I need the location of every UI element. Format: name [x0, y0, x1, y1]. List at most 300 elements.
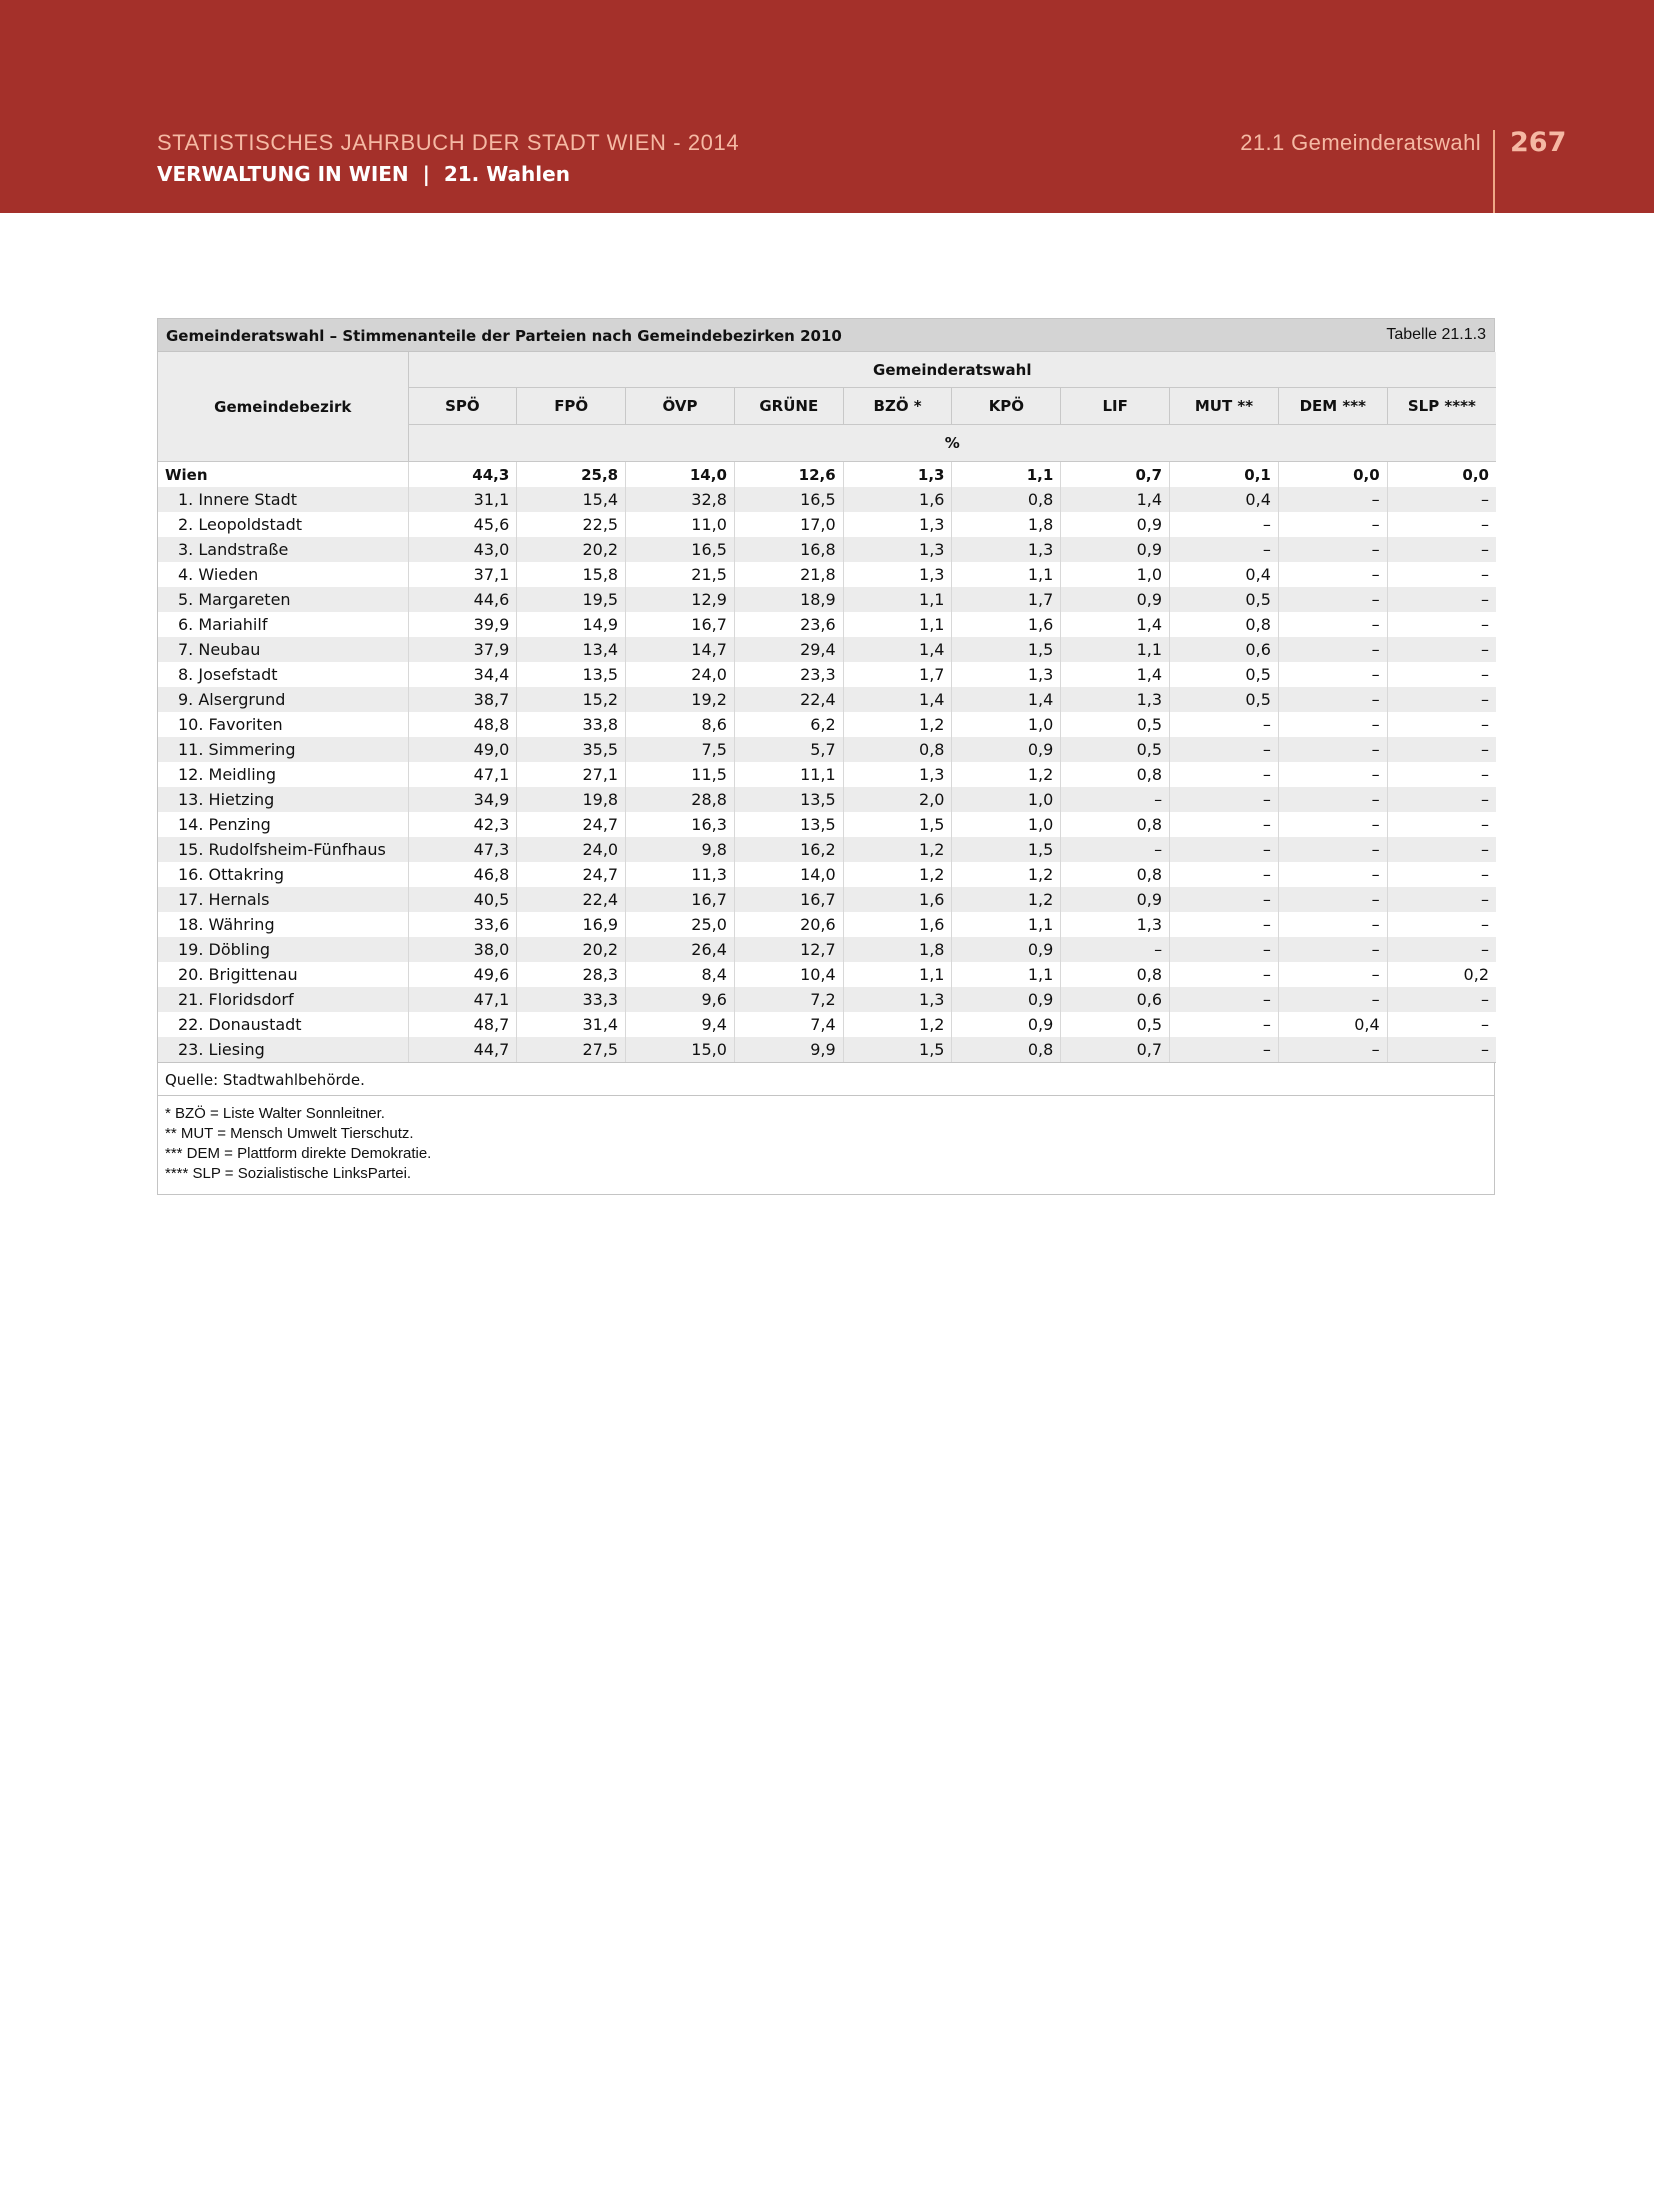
table-cell: –: [1278, 487, 1387, 512]
table-cell: 7,2: [734, 987, 843, 1012]
table-cell: 34,4: [408, 662, 517, 687]
table-id: Tabelle 21.1.3: [1386, 326, 1486, 343]
table-cell: 0,5: [1170, 662, 1279, 687]
table-cell: –: [1278, 912, 1387, 937]
table-cell: 16,3: [626, 812, 735, 837]
table-cell: 7,5: [626, 737, 735, 762]
table-cell: 38,0: [408, 937, 517, 962]
table-cell: –: [1387, 612, 1496, 637]
table-cell: 16,7: [626, 887, 735, 912]
table-cell: 1,3: [843, 562, 952, 587]
table-cell: –: [1387, 662, 1496, 687]
table-cell: –: [1387, 937, 1496, 962]
table-cell: –: [1170, 887, 1279, 912]
table-cell: 42,3: [408, 812, 517, 837]
table-cell: 9,6: [626, 987, 735, 1012]
district-name: 15. Rudolfsheim-Fünfhaus: [158, 837, 408, 862]
table-cell: 47,3: [408, 837, 517, 862]
district-name: 23. Liesing: [158, 1037, 408, 1063]
table-cell: 17,0: [734, 512, 843, 537]
section-title: 21.1 Gemeinderatswahl: [1240, 130, 1481, 155]
table-cell: 16,2: [734, 837, 843, 862]
table-cell: –: [1278, 762, 1387, 787]
table-cell: –: [1061, 937, 1170, 962]
table-cell: 0,1: [1170, 462, 1279, 488]
table-cell: –: [1170, 762, 1279, 787]
header-left: [157, 130, 739, 186]
table-footnotes: [158, 1096, 1494, 1194]
table-cell: –: [1278, 512, 1387, 537]
table-cell: 11,1: [734, 762, 843, 787]
table-cell: –: [1170, 812, 1279, 837]
table-cell: 1,2: [843, 862, 952, 887]
table-cell: –: [1278, 1037, 1387, 1063]
table-cell: 1,1: [843, 612, 952, 637]
table-row: [158, 587, 1496, 612]
table-cell: –: [1278, 712, 1387, 737]
table-cell: 21,8: [734, 562, 843, 587]
table-cell: 16,7: [626, 612, 735, 637]
table-cell: 1,5: [952, 637, 1061, 662]
table-cell: 20,6: [734, 912, 843, 937]
table-cell: 12,9: [626, 587, 735, 612]
table-cell: 22,5: [517, 512, 626, 537]
table-cell: 31,1: [408, 487, 517, 512]
table-cell: –: [1170, 787, 1279, 812]
table-cell: 1,1: [952, 912, 1061, 937]
table-cell: 1,2: [952, 887, 1061, 912]
table-cell: 0,8: [1061, 812, 1170, 837]
table-cell: 0,2: [1387, 962, 1496, 987]
column-header: FPÖ: [517, 388, 626, 425]
table-cell: 1,0: [952, 812, 1061, 837]
table-row: [158, 1037, 1496, 1063]
column-header: MUT **: [1170, 388, 1279, 425]
table-cell: –: [1387, 1037, 1496, 1063]
table-cell: –: [1278, 662, 1387, 687]
district-name: 9. Alsergrund: [158, 687, 408, 712]
district-name: 20. Brigittenau: [158, 962, 408, 987]
table-cell: 47,1: [408, 987, 517, 1012]
table-cell: 1,6: [843, 912, 952, 937]
table-cell: –: [1170, 987, 1279, 1012]
table-cell: 45,6: [408, 512, 517, 537]
table-cell: 1,4: [843, 637, 952, 662]
district-name: 5. Margareten: [158, 587, 408, 612]
table-cell: 0,8: [1170, 612, 1279, 637]
district-name: 17. Hernals: [158, 887, 408, 912]
table-cell: 0,7: [1061, 462, 1170, 488]
table-cell: –: [1278, 862, 1387, 887]
table-cell: –: [1387, 862, 1496, 887]
table-cell: 11,0: [626, 512, 735, 537]
district-name: 14. Penzing: [158, 812, 408, 837]
table-cell: 1,8: [952, 512, 1061, 537]
table-cell: 24,7: [517, 862, 626, 887]
table-cell: 33,6: [408, 912, 517, 937]
table-row: [158, 862, 1496, 887]
table-cell: 0,5: [1061, 712, 1170, 737]
district-name: 18. Währing: [158, 912, 408, 937]
table-cell: 13,5: [734, 787, 843, 812]
table-cell: 0,5: [1170, 587, 1279, 612]
table-cell: –: [1278, 887, 1387, 912]
table-cell: –: [1387, 762, 1496, 787]
table-cell: –: [1170, 937, 1279, 962]
table-cell: 48,7: [408, 1012, 517, 1037]
table-cell: 1,1: [843, 587, 952, 612]
table-cell: 27,1: [517, 762, 626, 787]
table-cell: 44,6: [408, 587, 517, 612]
table-cell: –: [1278, 637, 1387, 662]
table-cell: 12,6: [734, 462, 843, 488]
table-cell: 1,2: [952, 762, 1061, 787]
table-cell: 1,2: [843, 1012, 952, 1037]
table-cell: 37,1: [408, 562, 517, 587]
table-cell: 1,5: [952, 837, 1061, 862]
district-name: Wien: [158, 462, 408, 488]
table-cell: –: [1278, 787, 1387, 812]
table-cell: –: [1170, 912, 1279, 937]
table-cell: 14,7: [626, 637, 735, 662]
table-cell: –: [1061, 787, 1170, 812]
table-cell: 46,8: [408, 862, 517, 887]
table-cell: –: [1387, 912, 1496, 937]
table-cell: –: [1170, 962, 1279, 987]
table-cell: –: [1278, 612, 1387, 637]
table-cell: –: [1170, 1012, 1279, 1037]
table-cell: 33,3: [517, 987, 626, 1012]
table-cell: 0,9: [1061, 512, 1170, 537]
table-cell: 1,3: [1061, 687, 1170, 712]
table-cell: 21,5: [626, 562, 735, 587]
table-row: [158, 887, 1496, 912]
table-cell: 44,7: [408, 1037, 517, 1063]
table-row: [158, 837, 1496, 862]
district-name: 8. Josefstadt: [158, 662, 408, 687]
table-row: [158, 1012, 1496, 1037]
table-cell: 1,1: [843, 962, 952, 987]
table-cell: 0,9: [952, 737, 1061, 762]
footnote: ** MUT = Mensch Umwelt Tierschutz.: [165, 1125, 414, 1142]
table-cell: 25,0: [626, 912, 735, 937]
table-cell: 0,9: [1061, 537, 1170, 562]
table-row: [158, 612, 1496, 637]
table-cell: –: [1278, 562, 1387, 587]
table-cell: 1,7: [952, 587, 1061, 612]
table-cell: 1,4: [1061, 487, 1170, 512]
table-cell: 20,2: [517, 537, 626, 562]
table-cell: –: [1387, 712, 1496, 737]
column-header: BZÖ *: [843, 388, 952, 425]
table-cell: –: [1278, 687, 1387, 712]
table-title: Gemeinderatswahl – Stimmenanteile der Parteien nach Gemeindebezirken 2010: [166, 327, 842, 345]
table-cell: 13,4: [517, 637, 626, 662]
table-cell: 1,1: [952, 462, 1061, 488]
table-cell: 24,0: [626, 662, 735, 687]
table-cell: –: [1170, 712, 1279, 737]
table-cell: 18,9: [734, 587, 843, 612]
table-cell: 15,2: [517, 687, 626, 712]
district-name: 16. Ottakring: [158, 862, 408, 887]
table-cell: 12,7: [734, 937, 843, 962]
table-cell: 1,4: [843, 687, 952, 712]
table-row: [158, 537, 1496, 562]
table-cell: 1,2: [952, 862, 1061, 887]
table-cell: 23,6: [734, 612, 843, 637]
table-cell: 29,4: [734, 637, 843, 662]
table-cell: 34,9: [408, 787, 517, 812]
table-cell: 1,5: [843, 812, 952, 837]
table-caption: [158, 319, 1494, 352]
table-cell: 0,0: [1278, 462, 1387, 488]
table-row: [158, 737, 1496, 762]
table-cell: 1,3: [843, 762, 952, 787]
district-name: 19. Döbling: [158, 937, 408, 962]
table-cell: –: [1061, 837, 1170, 862]
table-cell: 14,0: [626, 462, 735, 488]
footnote: **** SLP = Sozialistische LinksPartei.: [165, 1165, 412, 1182]
district-name: 2. Leopoldstadt: [158, 512, 408, 537]
table-cell: 9,8: [626, 837, 735, 862]
table-cell: 16,8: [734, 537, 843, 562]
table-cell: –: [1387, 887, 1496, 912]
table-cell: 1,3: [1061, 912, 1170, 937]
data-table-box: [157, 318, 1495, 1195]
table-cell: –: [1170, 837, 1279, 862]
table-cell: –: [1170, 537, 1279, 562]
table-cell: –: [1170, 737, 1279, 762]
table-cell: –: [1278, 587, 1387, 612]
table-cell: 1,2: [843, 837, 952, 862]
table-cell: 0,9: [952, 1012, 1061, 1037]
table-cell: 1,3: [843, 512, 952, 537]
column-header: ÖVP: [626, 388, 735, 425]
table-cell: –: [1387, 512, 1496, 537]
table-cell: 35,5: [517, 737, 626, 762]
column-header: SLP ****: [1387, 388, 1496, 425]
table-cell: 0,5: [1170, 687, 1279, 712]
table-cell: 1,6: [952, 612, 1061, 637]
table-cell: 1,2: [843, 712, 952, 737]
table-cell: –: [1170, 862, 1279, 887]
table-cell: 49,6: [408, 962, 517, 987]
table-cell: –: [1278, 737, 1387, 762]
table-cell: 0,8: [1061, 762, 1170, 787]
district-name: 11. Simmering: [158, 737, 408, 762]
table-cell: –: [1387, 837, 1496, 862]
table-cell: 20,2: [517, 937, 626, 962]
table-cell: 0,8: [952, 1037, 1061, 1063]
table-cell: 14,0: [734, 862, 843, 887]
table-cell: 1,0: [1061, 562, 1170, 587]
table-cell: 9,4: [626, 1012, 735, 1037]
table-cell: –: [1387, 487, 1496, 512]
table-cell: 14,9: [517, 612, 626, 637]
table-cell: 23,3: [734, 662, 843, 687]
column-header: SPÖ: [408, 388, 517, 425]
table-cell: 16,5: [626, 537, 735, 562]
district-name: 12. Meidling: [158, 762, 408, 787]
table-cell: 39,9: [408, 612, 517, 637]
publication-title: STATISTISCHES JAHRBUCH DER STADT WIEN - 2014: [157, 130, 740, 155]
table-cell: 33,8: [517, 712, 626, 737]
district-name: 3. Landstraße: [158, 537, 408, 562]
table-cell: –: [1387, 787, 1496, 812]
table-cell: 28,3: [517, 962, 626, 987]
district-name: 4. Wieden: [158, 562, 408, 587]
table-cell: 25,8: [517, 462, 626, 488]
district-name: 10. Favoriten: [158, 712, 408, 737]
footnote: *** DEM = Plattform direkte Demokratie.: [165, 1145, 432, 1162]
table-cell: 31,4: [517, 1012, 626, 1037]
table-cell: 1,3: [843, 462, 952, 488]
table-cell: 16,9: [517, 912, 626, 937]
table-cell: –: [1387, 812, 1496, 837]
table-cell: 47,1: [408, 762, 517, 787]
chapter-title: VERWALTUNG IN WIEN | 21. Wahlen: [157, 162, 570, 186]
table-row: [158, 762, 1496, 787]
group-header: Gemeinderatswahl: [408, 352, 1496, 388]
table-cell: 0,6: [1061, 987, 1170, 1012]
table-cell: 15,8: [517, 562, 626, 587]
table-cell: 1,6: [843, 487, 952, 512]
table-cell: 0,6: [1170, 637, 1279, 662]
table-cell: 10,4: [734, 962, 843, 987]
table-cell: 32,8: [626, 487, 735, 512]
table-cell: 13,5: [517, 662, 626, 687]
table-cell: 0,8: [1061, 962, 1170, 987]
table-cell: –: [1387, 587, 1496, 612]
table-cell: 0,8: [1061, 862, 1170, 887]
footnote: * BZÖ = Liste Walter Sonnleitner.: [165, 1105, 385, 1122]
table-cell: 15,4: [517, 487, 626, 512]
table-cell: 0,9: [952, 987, 1061, 1012]
table-cell: 37,9: [408, 637, 517, 662]
table-row: [158, 712, 1496, 737]
table-cell: –: [1387, 637, 1496, 662]
table-cell: 0,8: [843, 737, 952, 762]
table-row: [158, 787, 1496, 812]
table-cell: 0,9: [1061, 587, 1170, 612]
table-cell: 6,2: [734, 712, 843, 737]
table-cell: 1,0: [952, 712, 1061, 737]
table-row: [158, 562, 1496, 587]
table-row: [158, 637, 1496, 662]
table-cell: 48,8: [408, 712, 517, 737]
header-divider: [1493, 130, 1495, 213]
table-cell: 11,5: [626, 762, 735, 787]
table-cell: –: [1387, 562, 1496, 587]
table-row: [158, 987, 1496, 1012]
table-cell: –: [1170, 512, 1279, 537]
table-cell: 5,7: [734, 737, 843, 762]
table-cell: 0,7: [1061, 1037, 1170, 1063]
table-cell: 44,3: [408, 462, 517, 488]
table-cell: 1,1: [952, 562, 1061, 587]
table-cell: –: [1278, 962, 1387, 987]
table-cell: 13,5: [734, 812, 843, 837]
table-cell: 16,5: [734, 487, 843, 512]
table-cell: 40,5: [408, 887, 517, 912]
district-name: 21. Floridsdorf: [158, 987, 408, 1012]
table-cell: 8,6: [626, 712, 735, 737]
unit-header: %: [408, 425, 1496, 462]
table-cell: 24,7: [517, 812, 626, 837]
table-cell: 38,7: [408, 687, 517, 712]
table-cell: 11,3: [626, 862, 735, 887]
table-body: [158, 462, 1496, 1063]
page-number: 267: [1510, 127, 1567, 158]
table-cell: 1,3: [952, 662, 1061, 687]
table-cell: –: [1170, 1037, 1279, 1063]
table-cell: 19,2: [626, 687, 735, 712]
table-row: [158, 512, 1496, 537]
table-cell: 19,8: [517, 787, 626, 812]
table-source: Quelle: Stadtwahlbehörde.: [158, 1063, 1494, 1096]
table-cell: –: [1278, 837, 1387, 862]
table-cell: 1,0: [952, 787, 1061, 812]
table-row: [158, 687, 1496, 712]
table-cell: 0,9: [952, 937, 1061, 962]
table-cell: 1,6: [843, 887, 952, 912]
table-cell: 1,5: [843, 1037, 952, 1063]
table-cell: 8,4: [626, 962, 735, 987]
table-cell: 24,0: [517, 837, 626, 862]
district-name: 13. Hietzing: [158, 787, 408, 812]
table-cell: 0,5: [1061, 737, 1170, 762]
table-cell: 26,4: [626, 937, 735, 962]
column-header: DEM ***: [1278, 388, 1387, 425]
table-cell: 19,5: [517, 587, 626, 612]
table-cell: 0,8: [952, 487, 1061, 512]
table-cell: 0,4: [1170, 487, 1279, 512]
district-name: 22. Donaustadt: [158, 1012, 408, 1037]
column-header: KPÖ: [952, 388, 1061, 425]
table-cell: 15,0: [626, 1037, 735, 1063]
table-cell: –: [1278, 537, 1387, 562]
district-name: 1. Innere Stadt: [158, 487, 408, 512]
table-cell: –: [1278, 937, 1387, 962]
table-cell: –: [1387, 1012, 1496, 1037]
table-cell: 1,4: [952, 687, 1061, 712]
table-cell: –: [1278, 987, 1387, 1012]
table-cell: 7,4: [734, 1012, 843, 1037]
table-cell: 1,3: [843, 987, 952, 1012]
table-cell: 1,3: [843, 537, 952, 562]
table-cell: 1,7: [843, 662, 952, 687]
election-table: [158, 352, 1496, 1063]
table-cell: 9,9: [734, 1037, 843, 1063]
table-cell: 1,4: [1061, 612, 1170, 637]
table-cell: 43,0: [408, 537, 517, 562]
page-header: [0, 0, 1654, 213]
table-cell: 49,0: [408, 737, 517, 762]
row-header: Gemeindebezirk: [158, 352, 408, 462]
column-header: GRÜNE: [734, 388, 843, 425]
table-cell: 1,1: [1061, 637, 1170, 662]
table-cell: 1,3: [952, 537, 1061, 562]
table-cell: 0,0: [1387, 462, 1496, 488]
table-row: [158, 487, 1496, 512]
table-row: [158, 462, 1496, 488]
table-cell: 0,4: [1278, 1012, 1387, 1037]
table-cell: 27,5: [517, 1037, 626, 1063]
table-cell: 2,0: [843, 787, 952, 812]
table-row: [158, 962, 1496, 987]
table-row: [158, 812, 1496, 837]
table-cell: –: [1387, 737, 1496, 762]
